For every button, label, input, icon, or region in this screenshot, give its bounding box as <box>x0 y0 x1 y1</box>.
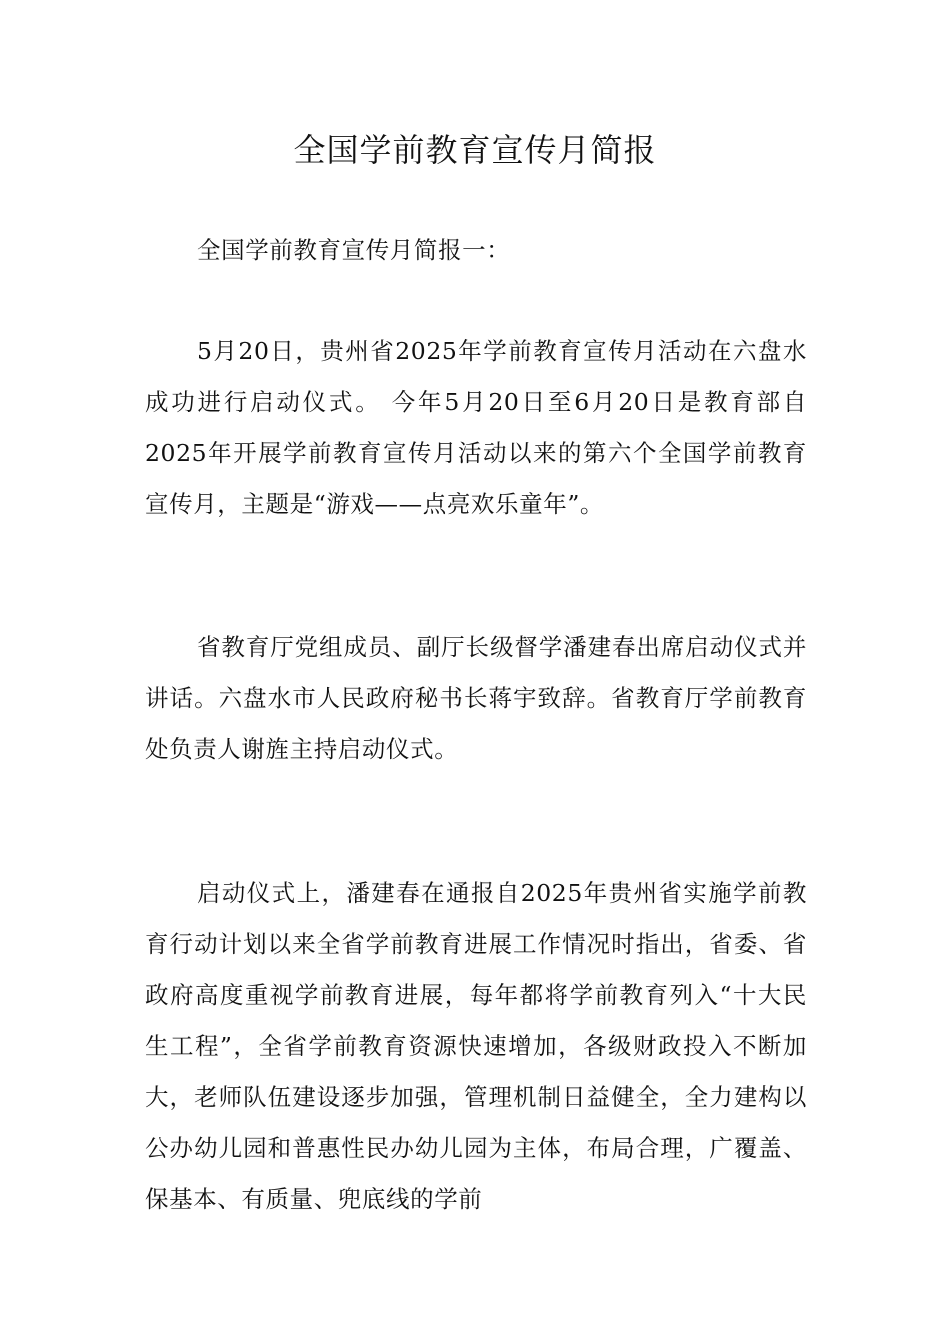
paragraph-subtitle: 全国学前教育宣传月简报一： <box>197 236 511 264</box>
paragraph-attendees: 省教育厅党组成员、副厅长级督学潘建春出席启动仪式并讲话。六盘水市人民政府秘书长蒋宇致辞。省教育厅学前教育处负责人谢旌主持启动仪式。 <box>145 633 807 763</box>
document-title: 全国学前教育宣传月简报 <box>293 131 657 169</box>
paragraph-speech: 启动仪式上，潘建春在通报自2025年贵州省实施学前教育行动计划以来全省学前教育进展工作情况时指出，省委、省政府高度重视学前教育进展，每年都将学前教育列入“十大民生工程”，全省学前教育资源快速增加，各级财政投入不断加大，老师队伍建设逐步加强，管理机制日益健全，全力建构以公办幼儿园和普惠性民办幼儿园为主体，布局合理，广覆盖、保基本、有质量、兜底线的学前 <box>145 879 807 1213</box>
paragraph-launch: 5月20日，贵州省2025年学前教育宣传月活动在六盘水成功进行启动仪式。 今年5月20日至6月20日是教育部自2025年开展学前教育宣传月活动以来的第六个全国学前教育宣传月，主题是“游戏——点亮欢乐童年”。 <box>145 337 807 518</box>
